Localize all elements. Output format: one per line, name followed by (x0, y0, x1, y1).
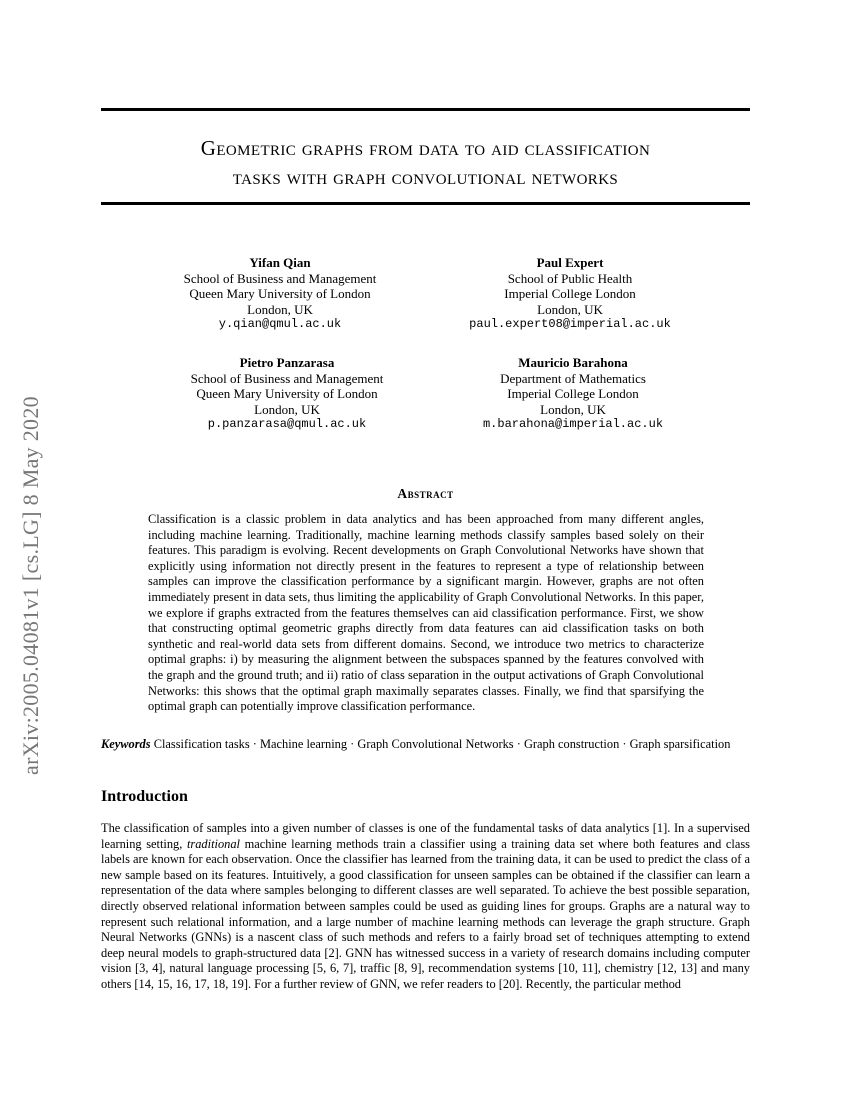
author-institution: Imperial College London (507, 386, 639, 401)
author-block (160, 255, 400, 333)
keywords (101, 737, 750, 753)
author-email[interactable]: m.barahona@imperial.ac.uk (482, 417, 664, 431)
title-rule-bottom (101, 202, 750, 205)
intro-emphasis: traditional (186, 836, 240, 851)
author-location: London, UK (540, 401, 606, 417)
introduction-paragraph (101, 821, 750, 993)
author-location: London, UK (254, 401, 320, 417)
author-location: London, UK (247, 301, 313, 317)
intro-text-2: machine learning methods train a classifier using a training data set where both features and class labels are known for each observation. Once the classifier has learned from the training data, it can be used to predict the class of a new sample based on its features. Intuitively, a good classification for unseen samples can be obtained if the classifier can learn a representation of the data where samples belonging to different classes are well separated. To achieve the best possible separation, directly observed relational information between samples could be used as guiding lines for groups. Graphs are a natural way to represent such relational information, and a large number of machine learning methods can leverage the graph structure. Graph Neural Networks (GNNs) is a nascent class of such methods and refers to a fairly broad set of techniques attempting to extend deep neural models to graph-structured data [2]. GNN has witnessed success in a variety of research domains including computer vision [3, 4], natural language processing [5, 6, 7], traffic [8, 9], recommendation systems [10, 11], chemistry [12, 13] and many others [14, 15, 16, 17, 18, 19]. For a further review of GNN, we refer readers to [20]. Recently, the particular method (101, 836, 750, 991)
author-block (167, 355, 407, 433)
abstract-heading: Abstract (397, 486, 454, 501)
author-affiliation: Department of Mathematics (500, 370, 646, 386)
author-affiliation: School of Business and Management (190, 370, 384, 386)
author-institution: Queen Mary University of London (189, 286, 371, 301)
author-name: Pietro Panzarasa (239, 355, 335, 370)
author-institution: Queen Mary University of London (196, 386, 378, 401)
section-heading-introduction: Introduction (101, 788, 188, 805)
paper-title (101, 134, 750, 192)
author-block (453, 355, 693, 433)
author-email[interactable]: paul.expert08@imperial.ac.uk (469, 317, 671, 331)
intro-text-1: The classification of samples into a given number of classes is one of the fundamental tasks of data analytics [1]. In a supervised learning setting, (101, 821, 750, 851)
arxiv-stamp: arXiv:2005.04081v1 [cs.LG] 8 May 2020 (18, 396, 43, 775)
keywords-text: Classification tasks · Machine learning · Graph Convolutional Networks · Graph construction · Graph sparsification (153, 737, 731, 751)
author-email[interactable]: p.panzarasa@qmul.ac.uk (207, 417, 367, 431)
title-line-2: tasks with graph convolutional networks (232, 165, 619, 189)
author-name: Yifan Qian (249, 255, 311, 270)
title-line-1: Geometric graphs from data to aid classification (200, 136, 651, 160)
author-name: Paul Expert (536, 255, 604, 270)
title-rule-top (101, 108, 750, 111)
keywords-label: Keywords (101, 737, 151, 751)
author-institution: Imperial College London (504, 286, 636, 301)
author-name: Mauricio Barahona (518, 355, 628, 370)
author-affiliation: School of Public Health (507, 270, 633, 286)
author-location: London, UK (537, 301, 603, 317)
author-block (450, 255, 690, 333)
abstract-text: Classification is a classic problem in data analytics and has been approached from many different angles, including machine learning. Traditionally, machine learning methods classify samples based solely on their features. This paradigm is evolving. Recent developments on Graph Convolutional Networks have shown that explicitly using information not directly present in the features to represent a type of relationship between samples can improve the classification performance by a significant margin. However, graphs are not often immediately present in data sets, thus limiting the applicability of Graph Convolutional Networks. In this paper, we explore if graphs extracted from the features themselves can aid classification performance. First, we show that constructing optimal geometric graphs directly from data features can aid classification tasks on both synthetic and real-world data sets from different domains. Second, we introduce two metrics to characterize optimal graphs: i) by measuring the alignment between the subspaces spanned by the features convolved with the graph and the ground truth; and ii) ratio of class separation in the output activations of Graph Convolutional Networks: this shows that the optimal graph maximally separates classes. Finally, we find that sparsifying the optimal graph can potentially improve classification performance. (148, 512, 704, 714)
author-email[interactable]: y.qian@qmul.ac.uk (218, 317, 342, 331)
author-affiliation: School of Business and Management (183, 270, 377, 286)
